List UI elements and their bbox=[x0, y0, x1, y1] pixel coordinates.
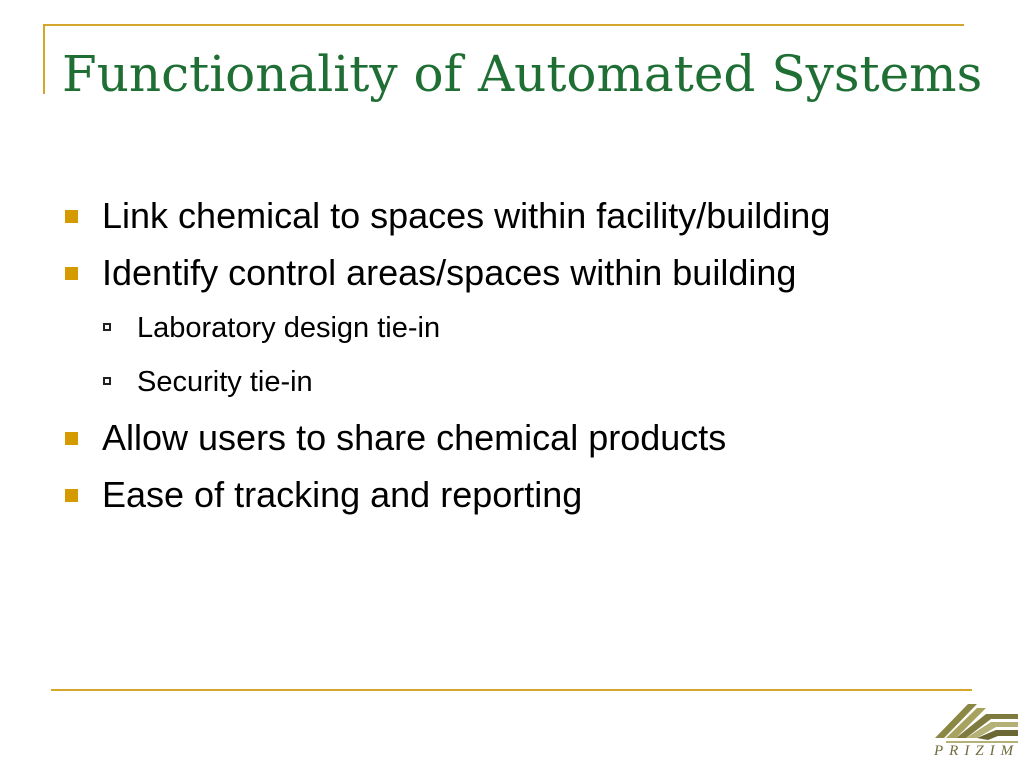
bullet-list bbox=[0, 188, 1024, 524]
sub-bullet-text: Security tie-in bbox=[137, 366, 313, 398]
title-frame-left-rule bbox=[43, 24, 45, 94]
logo-text: PRIZIM bbox=[934, 743, 1020, 759]
bullet-item-identify-control-areas bbox=[0, 245, 1024, 302]
filled-square-bullet-icon bbox=[65, 210, 78, 223]
hollow-square-bullet-icon bbox=[103, 323, 111, 331]
bullet-item-share-products bbox=[0, 410, 1024, 467]
sub-bullet-item-laboratory-design bbox=[0, 302, 1024, 356]
filled-square-bullet-icon bbox=[65, 489, 78, 502]
bullet-text: Ease of tracking and reporting bbox=[102, 474, 583, 515]
hollow-square-bullet-icon bbox=[103, 377, 111, 385]
filled-square-bullet-icon bbox=[65, 267, 78, 280]
bullet-text: Link chemical to spaces within facility/building bbox=[102, 195, 831, 236]
prizim-logo bbox=[929, 698, 1021, 766]
sub-bullet-item-security bbox=[0, 356, 1024, 410]
prizim-logo-icon bbox=[929, 698, 1021, 744]
bullet-item-link-chemical bbox=[0, 188, 1024, 245]
bullet-text: Identify control areas/spaces within building bbox=[102, 252, 797, 293]
bullet-text: Allow users to share chemical products bbox=[102, 417, 727, 458]
slide-title: Functionality of Automated Systems bbox=[62, 45, 983, 103]
bullet-item-tracking-reporting bbox=[0, 467, 1024, 524]
title-frame-top-rule bbox=[43, 24, 964, 26]
footer-rule bbox=[51, 689, 972, 691]
sub-bullet-text: Laboratory design tie-in bbox=[137, 312, 441, 344]
filled-square-bullet-icon bbox=[65, 432, 78, 445]
